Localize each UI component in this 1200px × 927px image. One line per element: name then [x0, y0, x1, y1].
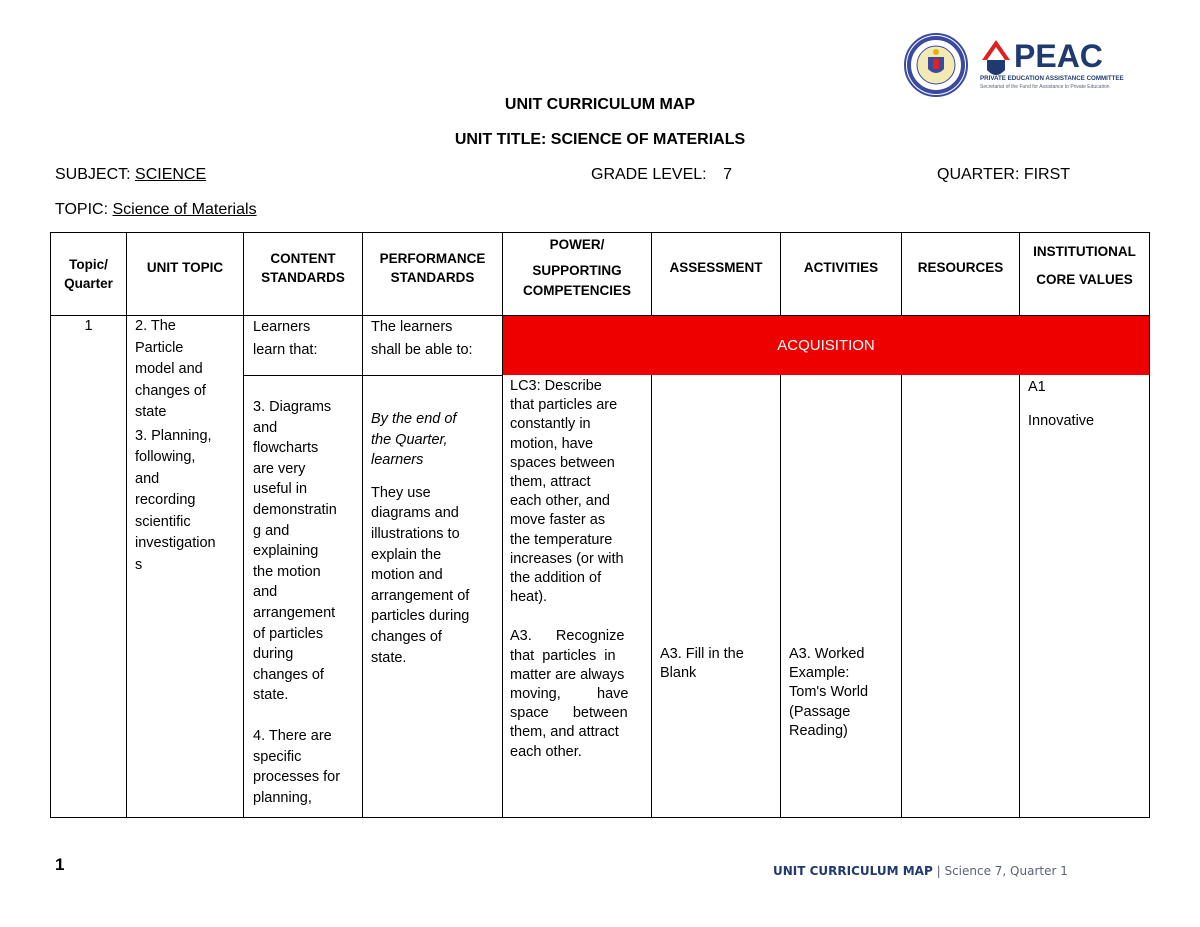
- header-text: Quarter: [64, 276, 113, 291]
- header-content-standards: [244, 233, 362, 303]
- text-line: s: [135, 556, 143, 573]
- text-line: specific: [253, 748, 302, 765]
- topic-field: [55, 201, 257, 219]
- text-line: heat).: [510, 589, 548, 606]
- header-activities: [781, 233, 901, 301]
- text-line: 2. The: [135, 318, 176, 334]
- page-title: UNIT CURRICULUM MAP: [504, 96, 696, 113]
- text-line: (Passage: [789, 703, 851, 720]
- content-intro: [253, 316, 361, 362]
- competency-a3: [510, 627, 648, 761]
- text-line: investigation: [135, 535, 216, 551]
- header-text: PERFORMANCE: [379, 251, 486, 266]
- text-line: are very: [253, 460, 306, 477]
- text-line: and: [135, 470, 160, 487]
- text-line: each other.: [510, 743, 582, 760]
- text-line: the motion: [253, 563, 321, 580]
- header-text: RESOURCES: [917, 259, 1004, 275]
- text-line: By the end of: [371, 411, 457, 427]
- unit-topic-2: [135, 426, 241, 577]
- header-text: ASSESSMENT: [669, 259, 763, 275]
- text-line: Tom's World: [789, 684, 869, 701]
- quarter-field: QUARTER: FIRST: [937, 166, 1071, 183]
- assessment-cell: [660, 645, 778, 683]
- header-text: INSTITUTIONAL: [1033, 244, 1136, 259]
- performance-intro-text: [371, 316, 501, 362]
- text-line: increases (or with: [510, 550, 624, 567]
- text-line: A3. Worked: [789, 646, 865, 662]
- text-line: planning,: [253, 789, 312, 806]
- unit-topic-cell: [135, 316, 241, 576]
- text-line: explain the: [371, 546, 442, 563]
- header-text: SUPPORTING: [532, 263, 622, 278]
- assessment-text: [660, 645, 778, 683]
- text-line: A3. Recognize: [510, 628, 625, 645]
- topic-value: Science of Materials: [112, 201, 257, 218]
- header-unit-topic: [127, 233, 243, 301]
- core-value: Innovative: [1028, 412, 1095, 429]
- subject-value: SCIENCE: [135, 166, 207, 183]
- unit-title: UNIT TITLE: SCIENCE OF MATERIALS: [454, 131, 746, 148]
- header-text: STANDARDS: [261, 270, 345, 285]
- text-line: of particles: [253, 625, 324, 642]
- header-text: COMPETENCIES: [522, 283, 631, 298]
- grade-value: 7: [723, 166, 732, 183]
- topic-label: TOPIC:: [55, 201, 113, 218]
- peac-logo: [978, 34, 1138, 94]
- svg-text:PRIVATE EDUCATION ASSISTANCE C: PRIVATE EDUCATION ASSISTANCE COMMITTEE: [980, 75, 1124, 82]
- text-line: them, and attract: [510, 724, 619, 741]
- header-text: Topic/: [69, 257, 108, 272]
- header-text: UNIT TOPIC: [146, 259, 224, 275]
- performance-intro: [371, 316, 501, 362]
- header-core-values: [1020, 233, 1149, 299]
- deped-seal-icon: [904, 33, 968, 97]
- performance-italic: [371, 409, 501, 471]
- subject-label: SUBJECT:: [55, 166, 136, 183]
- text-line: them, attract: [510, 474, 591, 491]
- text-line: demonstratin: [253, 501, 337, 518]
- header-text: STANDARDS: [390, 270, 475, 285]
- content-standard-4: [253, 726, 361, 808]
- content-standard-3: [253, 397, 361, 706]
- text-line: move faster as: [510, 512, 606, 529]
- text-line: flowcharts: [253, 440, 319, 457]
- header-text: POWER/: [549, 237, 605, 252]
- text-line: and: [253, 584, 278, 601]
- text-line: constantly in: [510, 416, 591, 433]
- text-line: g and: [253, 522, 290, 539]
- text-line: the addition of: [510, 570, 602, 587]
- content-intro-text: [253, 316, 361, 362]
- footer-label: [773, 864, 1068, 878]
- subject-field: [55, 166, 206, 184]
- text-line: space between: [510, 705, 628, 722]
- text-line: moving, have: [510, 686, 629, 703]
- text-line: explaining: [253, 543, 319, 560]
- footer-doc-title: UNIT CURRICULUM MAP: [773, 864, 933, 878]
- svg-text:Secretariat of the Fund for As: Secretariat of the Fund for Assistance to Private Education: [980, 84, 1110, 90]
- acquisition-band: [503, 316, 1149, 375]
- competencies-cell: [510, 377, 648, 762]
- performance-standards-cell: [371, 409, 501, 668]
- activities-cell: [789, 645, 899, 741]
- text-line: motion and: [371, 567, 443, 584]
- text-line: scientific: [135, 513, 191, 530]
- header-performance-standards: [363, 233, 502, 303]
- text-line: 3. Planning,: [135, 427, 212, 444]
- text-line: useful in: [253, 481, 308, 498]
- content-standards-cell: [253, 397, 361, 808]
- text-line: matter are always: [510, 666, 625, 683]
- svg-text:PEAC: PEAC: [1014, 38, 1103, 74]
- core-code: A1: [1028, 379, 1046, 395]
- text-line: arrangement of: [371, 587, 470, 604]
- competency-lc3: [510, 377, 648, 607]
- text-line: changes of: [253, 666, 324, 683]
- header-text: CORE VALUES: [1036, 272, 1133, 287]
- text-line: arrangement: [253, 604, 336, 621]
- header-text: ACTIVITIES: [803, 259, 879, 275]
- text-line: state.: [371, 649, 407, 666]
- header-text: CONTENT: [270, 251, 336, 266]
- text-line: 3. Diagrams: [253, 399, 332, 415]
- header-topic-quarter: [51, 233, 126, 315]
- core-values-cell: [1028, 377, 1148, 431]
- text-line: changes of: [135, 382, 206, 399]
- footer-doc-subtitle: | Science 7, Quarter 1: [932, 864, 1068, 878]
- text-line: shall be able to:: [371, 342, 473, 358]
- header-resources: [902, 233, 1019, 301]
- text-line: that particles in: [510, 647, 616, 664]
- text-line: during: [253, 646, 294, 663]
- performance-body: [371, 483, 501, 668]
- text-line: Particle: [135, 339, 184, 356]
- text-line: state.: [253, 687, 289, 704]
- text-line: the temperature: [510, 531, 613, 548]
- unit-topic-1: [135, 316, 241, 424]
- text-line: state: [135, 404, 167, 420]
- text-line: 4. There are: [253, 727, 332, 744]
- text-line: They use: [371, 484, 431, 501]
- text-line: each other, and: [510, 493, 610, 510]
- text-line: illustrations to: [371, 525, 460, 542]
- text-line: learners: [371, 452, 424, 469]
- grade-field: [591, 166, 732, 184]
- text-line: recording: [135, 492, 196, 508]
- text-line: the Quarter,: [371, 431, 448, 448]
- text-line: and: [253, 419, 278, 436]
- text-line: A3. Fill in the: [660, 646, 744, 662]
- text-line: Reading): [789, 722, 848, 739]
- text-line: changes of: [371, 628, 442, 645]
- text-line: Learners: [253, 319, 311, 335]
- text-line: Blank: [660, 665, 697, 682]
- acquisition-label: ACQUISITION: [777, 337, 875, 354]
- page-number: 1: [55, 855, 65, 874]
- text-line: motion, have: [510, 435, 594, 452]
- text-line: diagrams and: [371, 505, 459, 522]
- text-line: particles during: [371, 608, 470, 625]
- text-line: learn that:: [253, 342, 318, 358]
- text-line: The learners: [371, 319, 453, 335]
- quarter-number: 1: [84, 318, 93, 334]
- text-line: following,: [135, 449, 196, 465]
- text-line: that particles are: [510, 397, 618, 414]
- text-line: LC3: Describe: [510, 378, 602, 394]
- text-line: Example:: [789, 665, 850, 682]
- grade-label: GRADE LEVEL:: [591, 166, 707, 183]
- text-line: spaces between: [510, 454, 615, 471]
- text-line: model and: [135, 361, 203, 377]
- header-assessment: [652, 233, 780, 301]
- text-line: processes for: [253, 769, 341, 786]
- header-power-competencies: [503, 233, 651, 303]
- activities-text: [789, 645, 899, 741]
